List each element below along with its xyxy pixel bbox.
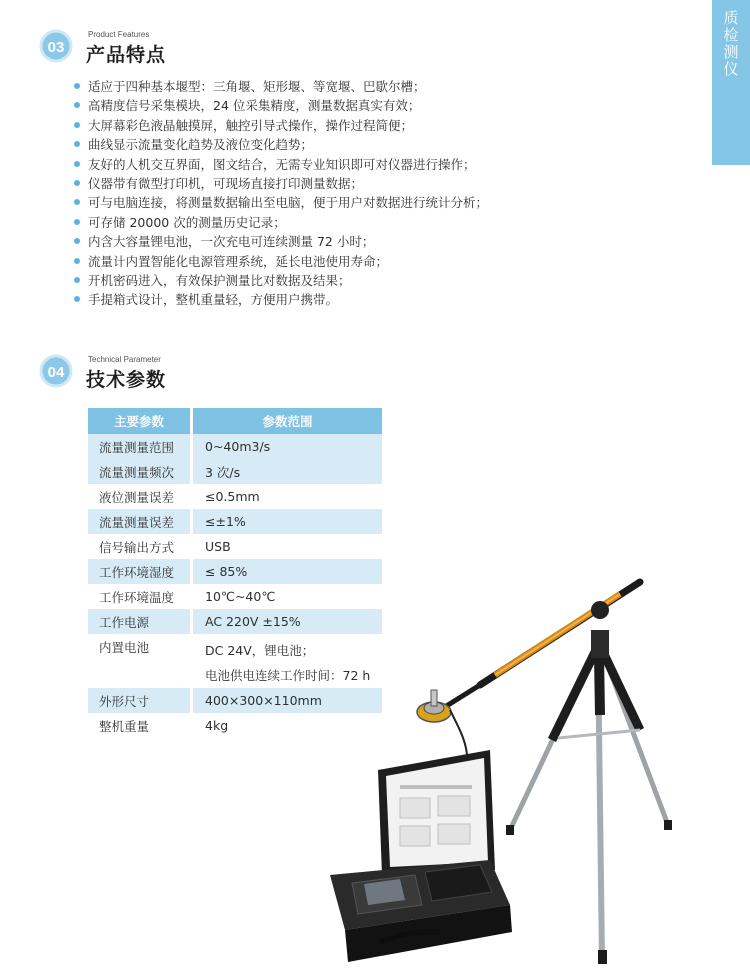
- feature-text: 大屏幕彩色液晶触摸屏，触控引导式操作，操作过程简便；: [88, 117, 414, 133]
- feature-item: [72, 271, 512, 290]
- table-header-row: [88, 408, 382, 434]
- feature-text: 可存储 20000 次的测量历史记录；: [88, 214, 286, 230]
- bullet-dot-icon: [74, 122, 80, 128]
- feature-text: 仪器带有微型打印机，可现场直接打印测量数据；: [88, 176, 364, 192]
- param-value-line: DC 24V，锂电池；: [205, 643, 315, 658]
- section-title-cn: 技术参数: [86, 369, 167, 391]
- feature-text: 曲线显示流量变化趋势及液位变化趋势；: [88, 137, 314, 153]
- feature-item: [72, 77, 512, 96]
- table-row: [88, 434, 382, 459]
- param-key: 外形尺寸: [88, 688, 193, 713]
- bullet-dot-icon: [74, 199, 80, 205]
- param-value: 0~40m3/s: [193, 434, 382, 459]
- param-value: 10℃~40℃: [193, 584, 382, 609]
- sensor-arm-icon: [440, 582, 640, 710]
- tripod-icon: [506, 630, 672, 964]
- bullet-dot-icon: [74, 161, 80, 167]
- bullet-dot-icon: [74, 219, 80, 225]
- column-header-key: 主要参数: [88, 408, 193, 434]
- section-number-badge-icon: [38, 28, 74, 64]
- param-value: 3 次/s: [193, 459, 382, 484]
- section-title-cn: 产品特点: [86, 44, 167, 66]
- param-key: 内置电池: [88, 634, 193, 688]
- table-row: [88, 459, 382, 484]
- feature-item: [72, 96, 512, 115]
- feature-text: 可与电脑连接，将测量数据输出至电脑，便于用户对数据进行统计分析；: [88, 195, 489, 211]
- feature-item: [72, 290, 512, 309]
- param-key: 流量测量误差: [88, 509, 193, 534]
- table-row: [88, 484, 382, 509]
- flowmeter-device-illustration: [320, 570, 680, 965]
- param-value: ≤±1%: [193, 509, 382, 534]
- feature-text: 高精度信号采集模块，24 位采集精度，测量数据真实有效；: [88, 98, 421, 114]
- feature-text: 友好的人机交互界面，图文结合，无需专业知识即可对仪器进行操作；: [88, 156, 476, 172]
- feature-item: [72, 193, 512, 212]
- section-number-badge-icon: [38, 353, 74, 389]
- param-value: USB: [193, 534, 382, 559]
- feature-item: [72, 116, 512, 135]
- feature-text: 开机密码进入，有效保护测量比对数据及结果；: [88, 273, 351, 289]
- bullet-dot-icon: [74, 102, 80, 108]
- feature-item: [72, 213, 512, 232]
- param-value: ≤ 85%: [193, 559, 382, 584]
- bullet-dot-icon: [74, 296, 80, 302]
- feature-item: [72, 232, 512, 251]
- feature-text: 适应于四种基本堰型：三角堰、矩形堰、等宽堰、巴歇尔槽；: [88, 79, 426, 94]
- bullet-dot-icon: [74, 277, 80, 283]
- feature-item: [72, 252, 512, 271]
- section-number: 04: [47, 364, 65, 381]
- bullet-dot-icon: [74, 83, 80, 89]
- side-category-tab: [712, 0, 750, 165]
- section-title-en: Product Features: [88, 30, 150, 39]
- param-key: 信号输出方式: [88, 534, 193, 559]
- param-value-line: 电池供电连续工作时间：72 h: [205, 668, 371, 683]
- side-category-label: 质检测仪: [721, 10, 740, 78]
- param-key: 工作环境湿度: [88, 559, 193, 584]
- param-key: 整机重量: [88, 713, 193, 738]
- feature-item: [72, 135, 512, 154]
- table-row: [88, 534, 382, 559]
- sensor-head-icon: [417, 690, 451, 722]
- param-value: 4kg: [193, 713, 382, 738]
- param-value: 400×300×110mm: [193, 688, 382, 713]
- feature-item: [72, 155, 512, 174]
- param-value: ≤0.5mm: [193, 484, 382, 509]
- table-row: [88, 509, 382, 534]
- feature-text: 内含大容量锂电池，一次充电可连续测量 72 小时；: [88, 234, 375, 250]
- param-key: 流量测量频次: [88, 459, 193, 484]
- feature-text: 手提箱式设计，整机重量轻，方便用户携带。: [88, 292, 339, 308]
- section-number: 03: [47, 39, 65, 56]
- column-header-value: 参数范围: [193, 408, 382, 434]
- param-key: 工作环境温度: [88, 584, 193, 609]
- param-key: 液位测量误差: [88, 484, 193, 509]
- bullet-dot-icon: [74, 238, 80, 244]
- param-key: 工作电源: [88, 609, 193, 634]
- feature-text: 流量计内置智能化电源管理系统，延长电池使用寿命；: [88, 253, 389, 269]
- bullet-dot-icon: [74, 141, 80, 147]
- carrying-case-icon: [330, 750, 512, 962]
- bullet-dot-icon: [74, 258, 80, 264]
- section-title-en: Technical Parameter: [88, 355, 161, 364]
- feature-item: [72, 174, 512, 193]
- param-value: AC 220V ±15%: [193, 609, 382, 634]
- param-key: 流量测量范围: [88, 434, 193, 459]
- features-list: [72, 77, 512, 310]
- bullet-dot-icon: [74, 180, 80, 186]
